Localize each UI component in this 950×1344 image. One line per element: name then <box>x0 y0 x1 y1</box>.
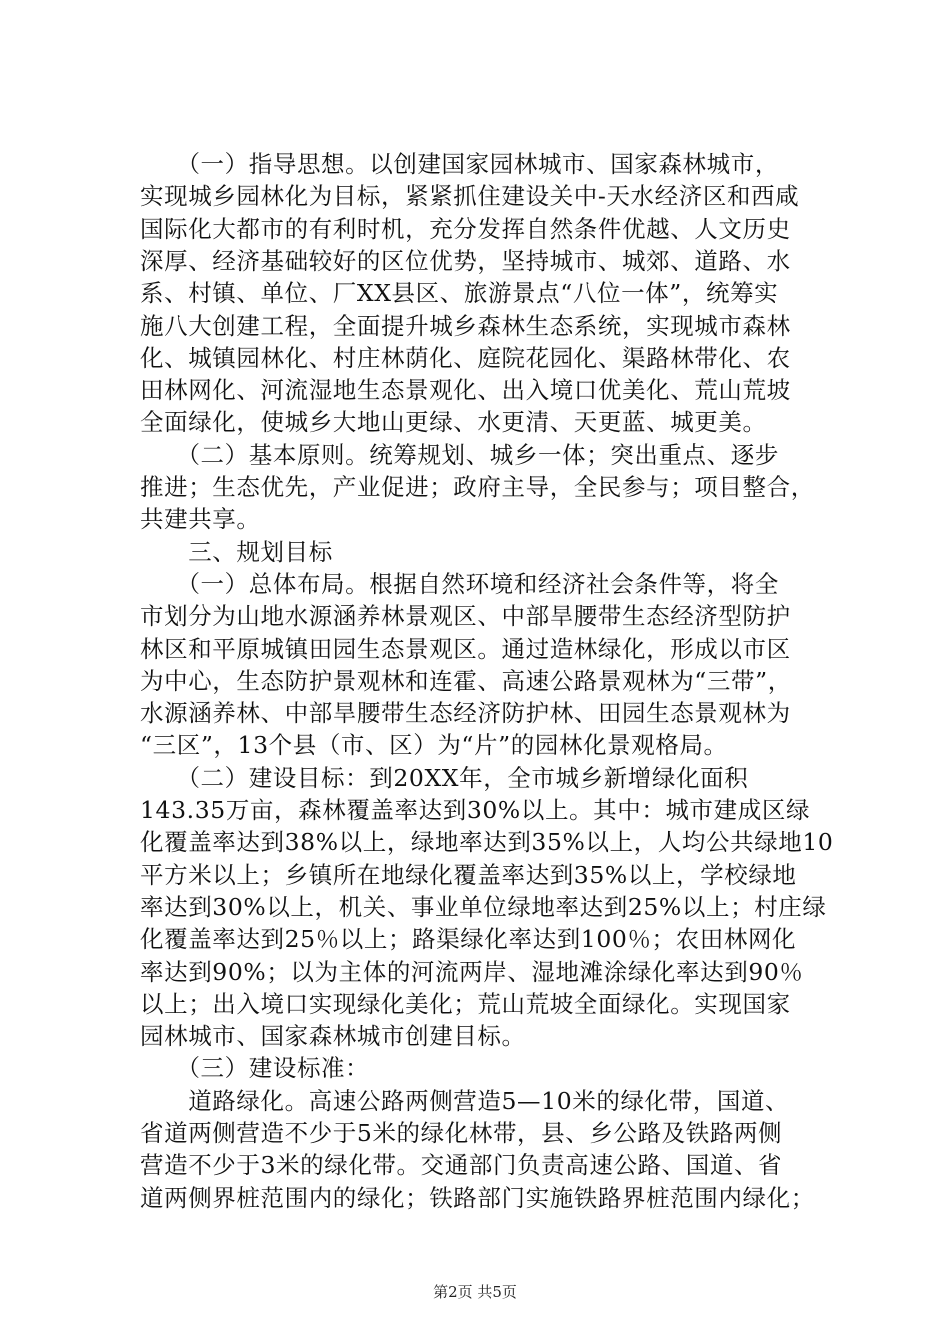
text-line: 林区和平原城镇田园生态景观区。通过造林绿化，形成以市区 <box>140 634 791 663</box>
text-line: 道两侧界桩范围内的绿化；铁路部门实施铁路界桩范围内绿化； <box>140 1183 815 1212</box>
text-line: 营造不少于3米的绿化带。交通部门负责高速公路、国道、省 <box>140 1151 783 1180</box>
text-line: 园林城市、国家森林城市创建目标。 <box>140 1022 526 1051</box>
text-line: （三）建设标准： <box>140 1054 370 1083</box>
text-line: 率达到90%；以为主体的河流两岸、湿地滩涂绿化率达到90％ <box>140 957 804 986</box>
text-line: “三区”，13个县（市、区）为“片”的园林化景观格局。 <box>140 731 728 760</box>
text-line: 省道两侧营造不少于5米的绿化林带，县、乡公路及铁路两侧 <box>140 1119 783 1147</box>
text-line: （一）指导思想。以创建国家园林城市、国家森林城市， <box>140 150 779 178</box>
text-line: 率达到30%以上，机关、事业单位绿地率达到25%以上；村庄绿 <box>140 892 827 921</box>
page-footer: 第2页 共5页 <box>433 1283 517 1301</box>
text-line: （一）总体布局。根据自然环境和经济社会条件等，将全 <box>140 569 779 598</box>
text-line: 化、城镇园林化、村庄林荫化、庭院花园化、渠路林带化、农 <box>140 343 791 372</box>
text-line: 平方米以上；乡镇所在地绿化覆盖率达到35%以上，学校绿地 <box>140 860 797 889</box>
text-line: 共建共享。 <box>140 505 261 534</box>
text-line: 三、规划目标 <box>140 537 333 566</box>
text-line: 系、村镇、单位、厂XX县区、旅游景点“八位一体”，统筹实 <box>140 279 779 308</box>
text-line: （二）基本原则。统筹规划、城乡一体；突出重点、逐步 <box>140 440 779 469</box>
text-line: 143.35万亩，森林覆盖率达到30%以上。其中：城市建成区绿 <box>140 796 811 824</box>
text-line: 道路绿化。高速公路两侧营造5—10米的绿化带，国道、 <box>140 1086 790 1115</box>
text-line: 为中心，生态防护景观林和连霍、高速公路景观林为“三带”， <box>140 666 792 695</box>
text-line: 推进；生态优先，产业促进；政府主导，全民参与；项目整合， <box>140 473 815 501</box>
text-line: （二）建设目标：到20XX年，全市城乡新增绿化面积 <box>140 763 749 792</box>
text-line: 深厚、经济基础较好的区位优势，坚持城市、城郊、道路、水 <box>140 246 791 275</box>
text-line: 化覆盖率达到25％以上；路渠绿化率达到100％；农田林网化 <box>140 925 797 954</box>
text-line: 田林网化、河流湿地生态景观化、出入境口优美化、荒山荒坡 <box>140 376 791 405</box>
text-line: 国际化大都市的有利时机，充分发挥自然条件优越、人文历史 <box>140 214 791 243</box>
text-line: 全面绿化，使城乡大地山更绿、水更清、天更蓝、城更美。 <box>140 408 767 437</box>
text-line: 以上；出入境口实现绿化美化；荒山荒坡全面绿化。实现国家 <box>140 989 791 1018</box>
text-line: 实现城乡园林化为目标，紧紧抓住建设关中-天水经济区和西咸 <box>140 182 800 211</box>
text-line: 施八大创建工程，全面提升城乡森林生态系统，实现城市森林 <box>140 311 791 340</box>
text-line: 化覆盖率达到38%以上，绿地率达到35%以上，人均公共绿地10 <box>140 828 834 857</box>
text-line: 水源涵养林、中部旱腰带生态经济防护林、田园生态景观林为 <box>140 699 791 728</box>
text-line: 市划分为山地水源涵养林景观区、中部旱腰带生态经济型防护 <box>140 602 791 631</box>
